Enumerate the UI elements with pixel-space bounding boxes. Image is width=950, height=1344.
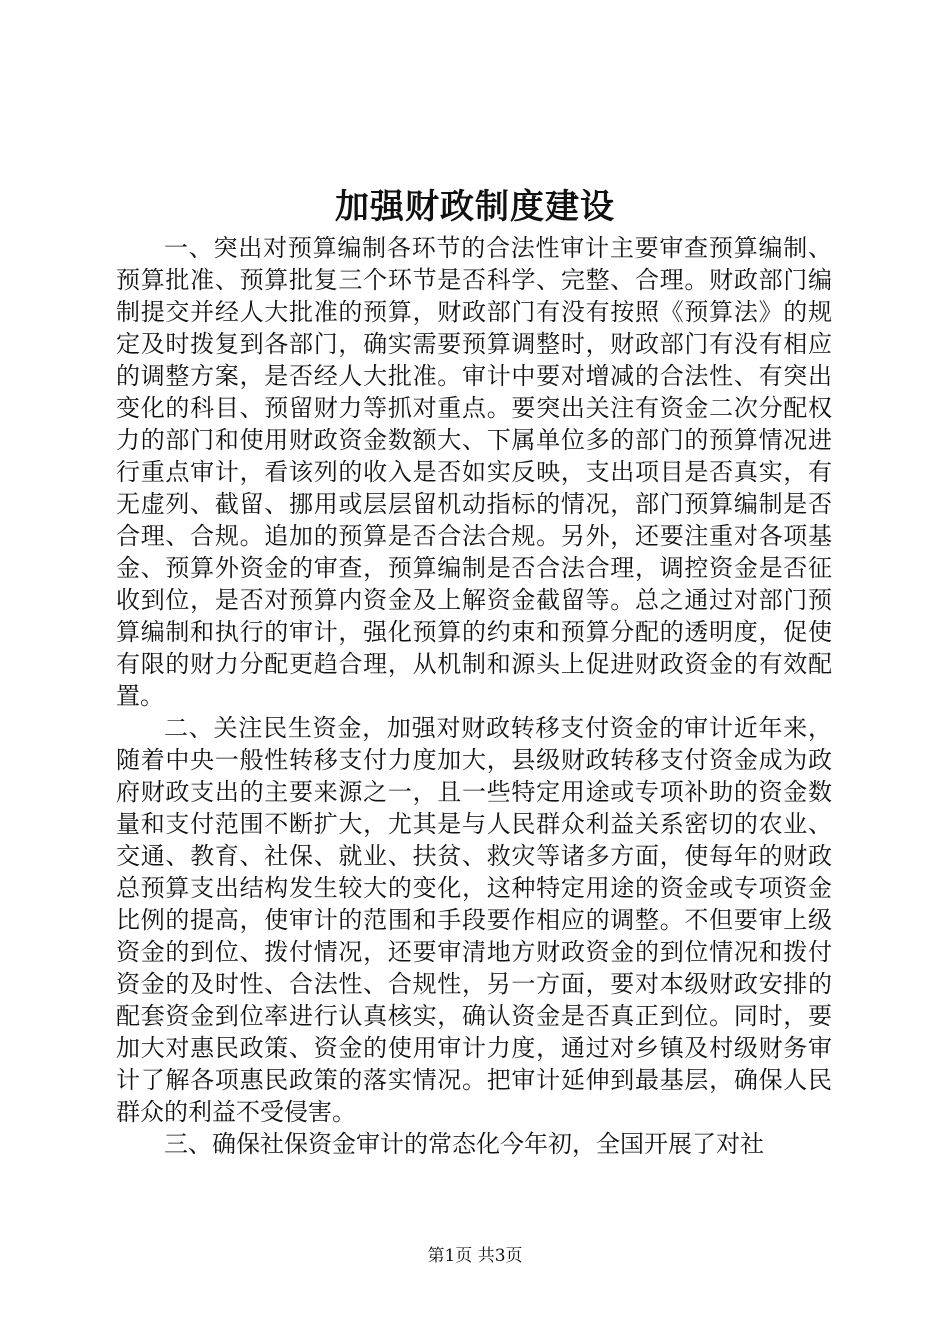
paragraph-2: 二、关注民生资金，加强对财政转移支付资金的审计近年来，随着中央一般性转移支付力度加大，县级财政转移支付资金成为政府财政支出的主要来源之一，且一些特定用途或专项补助的资金数量和支付范围不断扩大，尤其是与人民群众利益关系密切的农业、交通、教育、社保、就业、扶贫、救灾等诸多方面，使每年的财政总预算支出结构发生较大的变化，这种特定用途的资金或专项资金比例的提高，使审计的范围和手段要作相应的调整。不但要审上级资金的到位、拨付情况，还要审清地方财政资金的到位情况和拨付资金的及时性、合法性、合规性，另一方面，要对本级财政安排的配套资金到位率进行认真核实，确认资金是否真正到位。同时，要加大对惠民政策、资金的使用审计力度，通过对乡镇及村级财务审计了解各项惠民政策的落实情况。把审计延伸到最基层，确保人民群众的利益不受侵害。 bbox=[116, 714, 832, 1126]
document-title: 加强财政制度建设 bbox=[335, 187, 615, 227]
page-number-footer: 第1页 共3页 bbox=[427, 1246, 523, 1266]
document-body bbox=[116, 232, 832, 1160]
paragraph-1: 一、突出对预算编制各环节的合法性审计主要审查预算编制、预算批准、预算批复三个环节是否科学、完整、合理。财政部门编制提交并经人大批准的预算，财政部门有没有按照《预算法》的规定及时拨复到各部门，确实需要预算调整时，财政部门有没有相应的调整方案，是否经人大批准。审计中要对增减的合法性、有突出变化的科目、预留财力等抓对重点。要突出关注有资金二次分配权力的部门和使用财政资金数额大、下属单位多的部门的预算情况进行重点审计，看该列的收入是否如实反映，支出项目是否真实，有无虚列、截留、挪用或层层留机动指标的情况，部门预算编制是否合理、合规。追加的预算是否合法合规。另外，还要注重对各项基金、预算外资金的审查，预算编制是否合法合理，调控资金是否征收到位，是否对预算内资金及上解资金截留等。总之通过对部门预算编制和执行的审计，强化预算的约束和预算分配的透明度，促使有限的财力分配更趋合理，从机制和源头上促进财政资金的有效配置。 bbox=[116, 234, 832, 710]
paragraph-3: 三、确保社保资金审计的常态化今年初，全国开展了对社 bbox=[164, 1130, 764, 1158]
